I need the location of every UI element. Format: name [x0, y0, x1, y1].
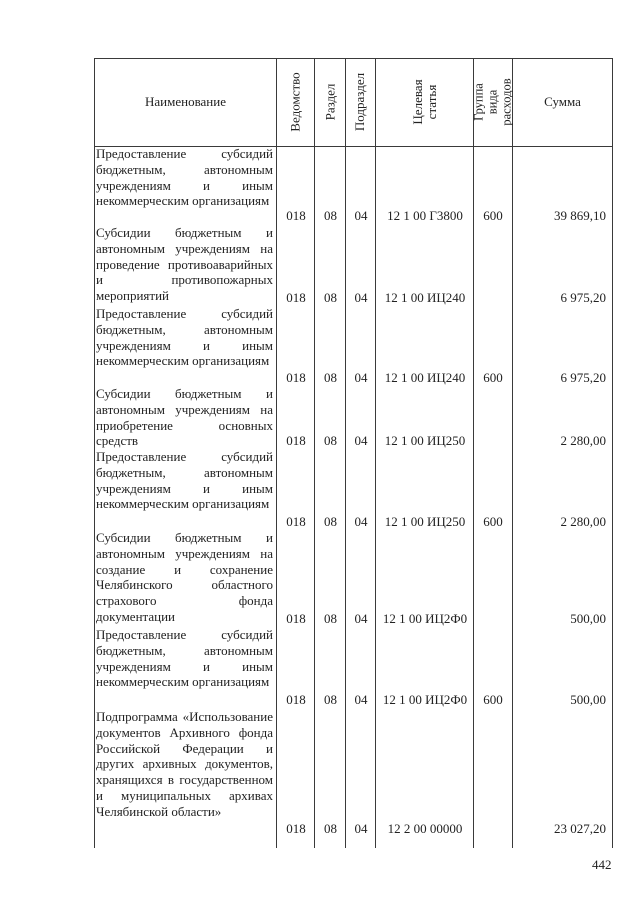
- header-gruppa-label: Группа вида расходов: [472, 78, 515, 126]
- col-border-5: [473, 58, 474, 848]
- row-5-podrazdel: 04: [354, 514, 368, 529]
- header-podrazdel-label: Подраздел: [352, 72, 368, 132]
- row-7-celevaya-statya: 12 1 00 ИЦ2Ф0: [382, 692, 468, 707]
- row-1-podrazdel: 04: [354, 208, 368, 223]
- row-3-razdel: 08: [324, 370, 337, 385]
- row-2-vedomstvo: 018: [286, 290, 306, 305]
- row-6-razdel: 08: [324, 611, 337, 626]
- col-border-1: [276, 58, 277, 848]
- row-3-summa: 6 975,20: [560, 370, 606, 385]
- row-8-summa: 23 027,20: [554, 821, 606, 836]
- row-8-vedomstvo: 018: [286, 821, 306, 836]
- header-name: [95, 58, 276, 146]
- row-2-podrazdel: 04: [354, 290, 368, 305]
- header-name-label: Наименование: [145, 94, 226, 109]
- row-4-razdel: 08: [324, 433, 337, 448]
- row-6-summa: 500,00: [570, 611, 606, 626]
- row-7-summa: 500,00: [570, 692, 606, 707]
- header-podrazdel: [346, 58, 375, 146]
- row-3-celevaya-statya: 12 1 00 ИЦ240: [384, 370, 466, 385]
- row-1-summa: 39 869,10: [554, 208, 606, 223]
- row-4-name: Субсидии бюджетным и автономным учреждениям на приобретение основных средств: [96, 386, 273, 449]
- col-border-4: [375, 58, 376, 848]
- row-3-gruppa: 600: [483, 370, 503, 385]
- header-vedomstvo-label: Ведомство: [287, 72, 303, 132]
- row-2-celevaya-statya: 12 1 00 ИЦ240: [384, 290, 466, 305]
- row-6-vedomstvo: 018: [286, 611, 306, 626]
- row-6-name: Субсидии бюджетным и автономным учреждениям на создание и сохранение Челябинского областного страхового фонда документации: [96, 530, 273, 624]
- row-3-vedomstvo: 018: [286, 370, 306, 385]
- row-3-podrazdel: 04: [354, 370, 368, 385]
- header-razdel-label: Раздел: [322, 83, 337, 121]
- row-4-podrazdel: 04: [354, 433, 368, 448]
- header-celevaya-statya: [376, 58, 473, 146]
- row-7-name: Предоставление субсидий бюджетным, автономным учреждениям и иным некоммерческим организациям: [96, 627, 273, 690]
- budget-table: [94, 58, 613, 848]
- header-gruppa: [472, 58, 515, 146]
- row-7-razdel: 08: [324, 692, 337, 707]
- row-1-vedomstvo: 018: [286, 208, 306, 223]
- page-number: 442: [592, 857, 612, 872]
- row-4-vedomstvo: 018: [286, 433, 306, 448]
- row-8-name: Подпрограмма «Использование документов Архивного фонда Российской Федерации и других архивных документов, хранящихся в государственном и муниципальных архивах Челябинской области»: [96, 709, 273, 819]
- header-summa-label: Сумма: [544, 94, 581, 109]
- row-8-razdel: 08: [324, 821, 337, 836]
- header-razdel: [315, 58, 345, 146]
- row-5-name: Предоставление субсидий бюджетным, автономным учреждениям и иным некоммерческим организациям: [96, 449, 273, 512]
- row-1-name: Предоставление субсидий бюджетным, автономным учреждениям и иным некоммерческим организациям: [96, 146, 273, 209]
- row-5-summa: 2 280,00: [560, 514, 606, 529]
- row-7-vedomstvo: 018: [286, 692, 306, 707]
- col-border-right: [612, 58, 613, 848]
- row-7-gruppa: 600: [483, 692, 503, 707]
- row-5-celevaya-statya: 12 1 00 ИЦ250: [384, 514, 466, 529]
- row-6-podrazdel: 04: [354, 611, 368, 626]
- row-1-celevaya-statya: 12 1 00 Г3800: [387, 208, 463, 223]
- row-5-vedomstvo: 018: [286, 514, 306, 529]
- header-summa: [513, 58, 612, 146]
- col-border-3: [345, 58, 346, 848]
- row-1-gruppa: 600: [483, 208, 503, 223]
- header-celevaya-statya-label: Целевая статья: [409, 79, 439, 125]
- row-7-podrazdel: 04: [354, 692, 368, 707]
- row-5-razdel: 08: [324, 514, 337, 529]
- col-border-2: [314, 58, 315, 848]
- row-6-celevaya-statya: 12 1 00 ИЦ2Ф0: [382, 611, 468, 626]
- row-8-celevaya-statya: 12 2 00 00000: [387, 821, 463, 836]
- row-4-celevaya-statya: 12 1 00 ИЦ250: [384, 433, 466, 448]
- row-3-name: Предоставление субсидий бюджетным, автономным учреждениям и иным некоммерческим организациям: [96, 306, 273, 369]
- header-vedomstvo: [277, 58, 314, 146]
- row-8-podrazdel: 04: [354, 821, 368, 836]
- row-2-name: Субсидии бюджетным и автономным учреждениям на проведение противоаварийных и противопожарных мероприятий: [96, 225, 273, 304]
- row-2-razdel: 08: [324, 290, 337, 305]
- col-border-6: [512, 58, 513, 848]
- row-1-razdel: 08: [324, 208, 337, 223]
- row-2-summa: 6 975,20: [560, 290, 606, 305]
- row-4-summa: 2 280,00: [560, 433, 606, 448]
- row-5-gruppa: 600: [483, 514, 503, 529]
- col-border-left: [94, 58, 95, 848]
